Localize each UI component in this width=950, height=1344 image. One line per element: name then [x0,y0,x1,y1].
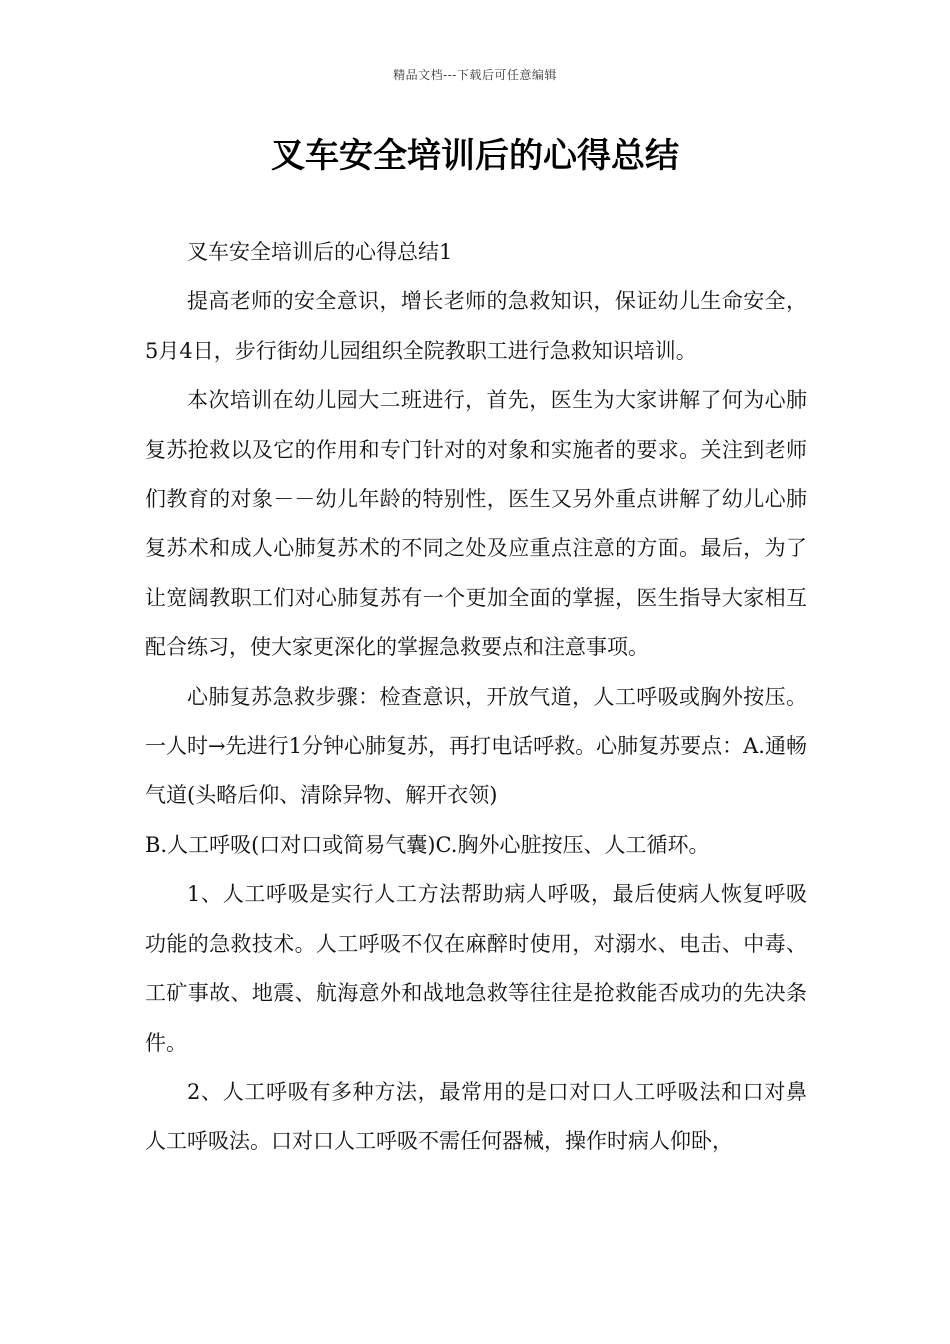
paragraph-subtitle: 叉车安全培训后的心得总结1 [187,240,453,264]
document-title: 叉车安全培训后的心得总结 [271,136,679,176]
paragraph: B.人工呼吸(口对口或简易气囊)C.胸外心脏按压、人工循环。 [145,832,710,857]
header-note: 精品文档---下载后可任意编辑 [393,68,557,82]
paragraph: 1、人工呼吸是实行人工方法帮助病人呼吸，最后使病人恢复呼吸功能的急救技术。人工呼吸不仅在麻醉时使用，对溺水、电击、中毒、工矿事故、地震、航海意外和战地急救等往往是抢救能否成功的先决条件。 [145,882,807,1055]
document-body [145,228,807,1167]
paragraph: 提高老师的安全意识，增长老师的急救知识，保证幼儿生命安全，5月4日，步行街幼儿园组织全院教职工进行急救知识培训。 [145,289,807,363]
paragraph: 2、人工呼吸有多种方法，最常用的是口对口人工呼吸法和口对鼻人工呼吸法。口对口人工呼吸不需任何器械，操作时病人仰卧， [145,1079,807,1154]
paragraph: 心肺复苏急救步骤：检查意识，开放气道，人工呼吸或胸外按压。一人时→先进行1分钟心肺复苏，再打电话呼救。心肺复苏要点：A.通畅气道(头略后仰、清除异物、解开衣领) [145,684,807,808]
paragraph: 本次培训在幼儿园大二班进行，首先，医生为大家讲解了何为心肺复苏抢救以及它的作用和专门针对的对象和实施者的要求。关注到老师们教育的对象－－幼儿年龄的特别性，医生又另外重点讲解了幼儿心肺复苏术和成人心肺复苏术的不同之处及应重点注意的方面。最后，为了让宽阔教职工们对心肺复苏有一个更加全面的掌握，医生指导大家相互配合练习，使大家更深化的掌握急救要点和注意事项。 [145,388,807,660]
